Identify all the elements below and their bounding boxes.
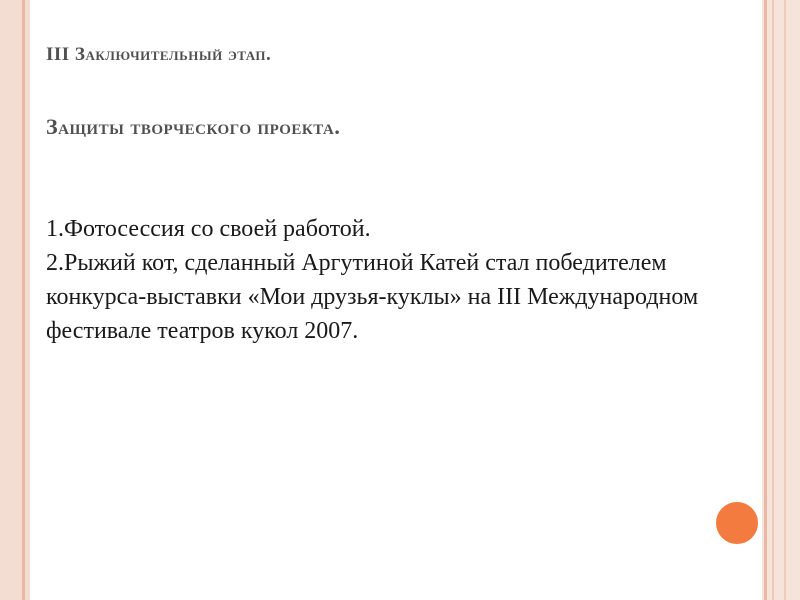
left-border-line: [22, 0, 25, 600]
right-border-frame: [762, 0, 800, 600]
left-border-frame: [0, 0, 30, 600]
slide-heading-stage: III Заключительный этап.: [46, 44, 272, 65]
right-border-line: [784, 0, 786, 600]
body-line-photosession: 1.Фотосессия со своей работой.: [46, 216, 371, 242]
accent-circle: [713, 499, 761, 547]
body-line-red-cat: 2.Рыжий кот, сделанный Аргутиной Катей стал победителем конкурса-выставки «Мои друзья-куклы» на III Международном фестивале театров кукол 2007.: [46, 250, 699, 344]
right-border-line: [764, 0, 767, 600]
right-border-line: [772, 0, 774, 600]
slide-heading-project: Защиты творческого проекта.: [46, 114, 341, 139]
slide-body: [46, 212, 736, 348]
